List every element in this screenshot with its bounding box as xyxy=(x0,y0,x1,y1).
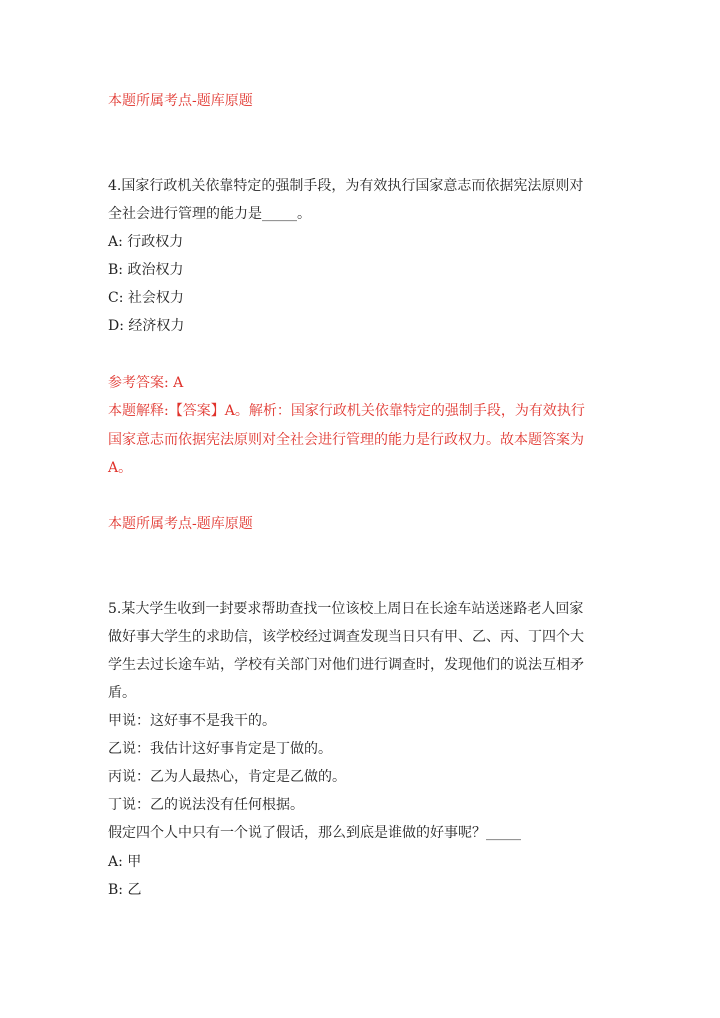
q5-stem-line-2: 做好事大学生的求助信，该学校经过调查发现当日只有甲、乙、丙、丁四个大 xyxy=(108,629,584,645)
q5-question: 假定四个人中只有一个说了假话，那么到底是谁做的好事呢？_____ xyxy=(108,825,521,841)
q4-answer: 参考答案: A xyxy=(108,375,184,391)
topic-line-2: 本题所属考点-题库原题 xyxy=(108,516,253,532)
q5-statement-yi: 乙说：我估计这好事肯定是丁做的。 xyxy=(108,741,332,757)
q4-option-d: D: 经济权力 xyxy=(108,318,185,334)
q5-stem-line-3: 学生去过长途车站，学校有关部门对他们进行调查时，发现他们的说法互相矛 xyxy=(108,657,584,673)
q5-stem-line-4: 盾。 xyxy=(108,685,136,701)
q4-stem-line-2: 全社会进行管理的能力是_____。 xyxy=(108,206,311,222)
topic-line-1: 本题所属考点-题库原题 xyxy=(108,93,253,109)
q5-stem-line-1: 5.某大学生收到一封要求帮助查找一位该校上周日在长途车站送迷路老人回家 xyxy=(108,601,584,617)
q4-stem-line-1: 4.国家行政机关依靠特定的强制手段，为有效执行国家意志而依据宪法原则对 xyxy=(108,178,584,194)
q5-statement-bing: 丙说：乙为人最热心，肯定是乙做的。 xyxy=(108,769,346,785)
q5-statement-ding: 丁说：乙的说法没有任何根据。 xyxy=(108,797,304,813)
q5-option-b: B: 乙 xyxy=(108,882,142,898)
q5-option-a: A: 甲 xyxy=(108,854,142,870)
q4-explanation-line-2: 国家意志而依据宪法原则对全社会进行管理的能力是行政权力。故本题答案为 xyxy=(108,432,584,448)
q4-option-a: A: 行政权力 xyxy=(108,234,184,250)
q4-option-b: B: 政治权力 xyxy=(108,262,184,278)
q4-explanation-line-1: 本题解释:【答案】A。解析：国家行政机关依靠特定的强制手段，为有效执行 xyxy=(108,403,585,419)
q5-statement-jia: 甲说：这好事不是我干的。 xyxy=(108,713,276,729)
q4-option-c: C: 社会权力 xyxy=(108,290,184,306)
q4-explanation-line-3: A。 xyxy=(108,460,133,476)
